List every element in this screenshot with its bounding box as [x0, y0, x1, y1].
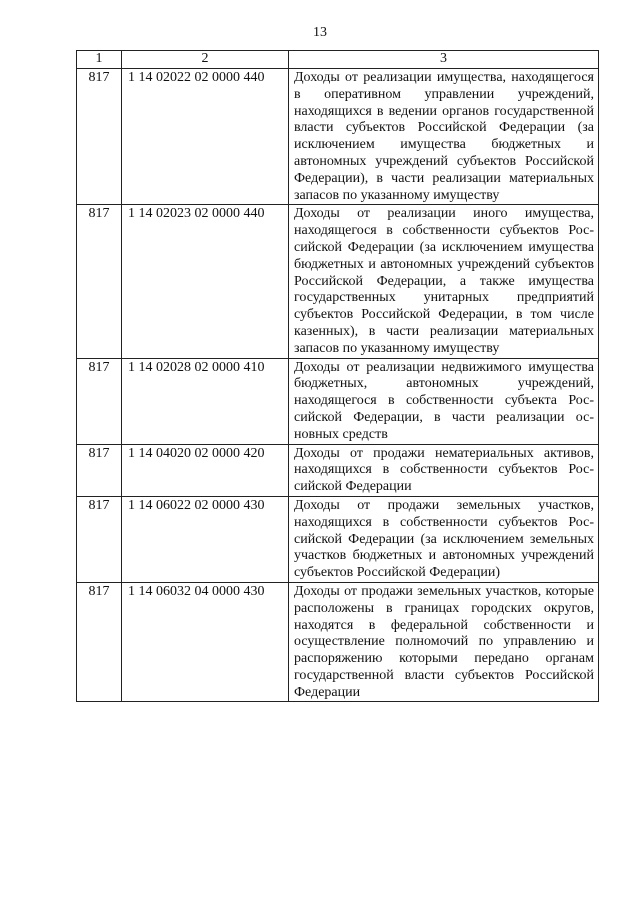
table-header-row [77, 51, 599, 69]
table-row [77, 358, 599, 444]
column-header-3: 3 [289, 51, 599, 69]
description-cell: Доходы от реализации имущества, находящегося в оперативном управлении учреждений, находящихся в ведении органов государственной власти субъектов Российской Федерации (за исключением имущества бюджетных и автономных учреждений субъектов Российской Федерации), в части реализации материальных запасов по указанному имуществу [289, 69, 599, 205]
column-header-1: 1 [77, 51, 122, 69]
description-cell: Доходы от реализации иного имущества, находящегося в собственности субъектов Российской Федерации (за исключением имущества бюджетных и автономных учреждений субъектов Российской Федерации, а также имущества государственных унитарных предприятий субъектов Российской Федерации, в том числе казенных), в части реализации материальных запасов по указанному имуществу [289, 205, 599, 358]
admin-code-cell: 817 [77, 496, 122, 582]
description-cell: Доходы от реализации недвижимого имущества бюджетных, автономных учреждений, находящегося в собственности субъекта Российской Федерации, в части реализации основных средств [289, 358, 599, 444]
page-number: 13 [313, 25, 327, 40]
description-cell: Доходы от продажи земельных участков, находящихся в собственности субъектов Российской Федерации (за исключением земельных участков бюджетных и автономных учреждений субъектов Российской Федерации) [289, 496, 599, 582]
revenue-code-cell: 1 14 02023 02 0000 440 [122, 205, 289, 358]
admin-code-cell: 817 [77, 444, 122, 496]
revenue-code-cell: 1 14 02022 02 0000 440 [122, 69, 289, 205]
revenue-code-cell: 1 14 04020 02 0000 420 [122, 444, 289, 496]
table-row [77, 205, 599, 358]
description-cell: Доходы от продажи земельных участков, которые расположены в границах городских округов, находятся в федеральной собственности и осуществление полномочий по управлению и распоряжению которыми передано органам государственной власти субъектов Российской Федерации [289, 582, 599, 702]
admin-code-cell: 817 [77, 582, 122, 702]
admin-code-cell: 817 [77, 69, 122, 205]
revenue-codes-table [76, 50, 599, 702]
admin-code-cell: 817 [77, 358, 122, 444]
revenue-code-cell: 1 14 02028 02 0000 410 [122, 358, 289, 444]
revenue-code-cell: 1 14 06032 04 0000 430 [122, 582, 289, 702]
description-cell: Доходы от продажи нематериальных активов, находящихся в собственности субъектов Российской Федерации [289, 444, 599, 496]
revenue-code-cell: 1 14 06022 02 0000 430 [122, 496, 289, 582]
table-row [77, 496, 599, 582]
table-row [77, 69, 599, 205]
table-row [77, 582, 599, 702]
admin-code-cell: 817 [77, 205, 122, 358]
column-header-2: 2 [122, 51, 289, 69]
table-row [77, 444, 599, 496]
